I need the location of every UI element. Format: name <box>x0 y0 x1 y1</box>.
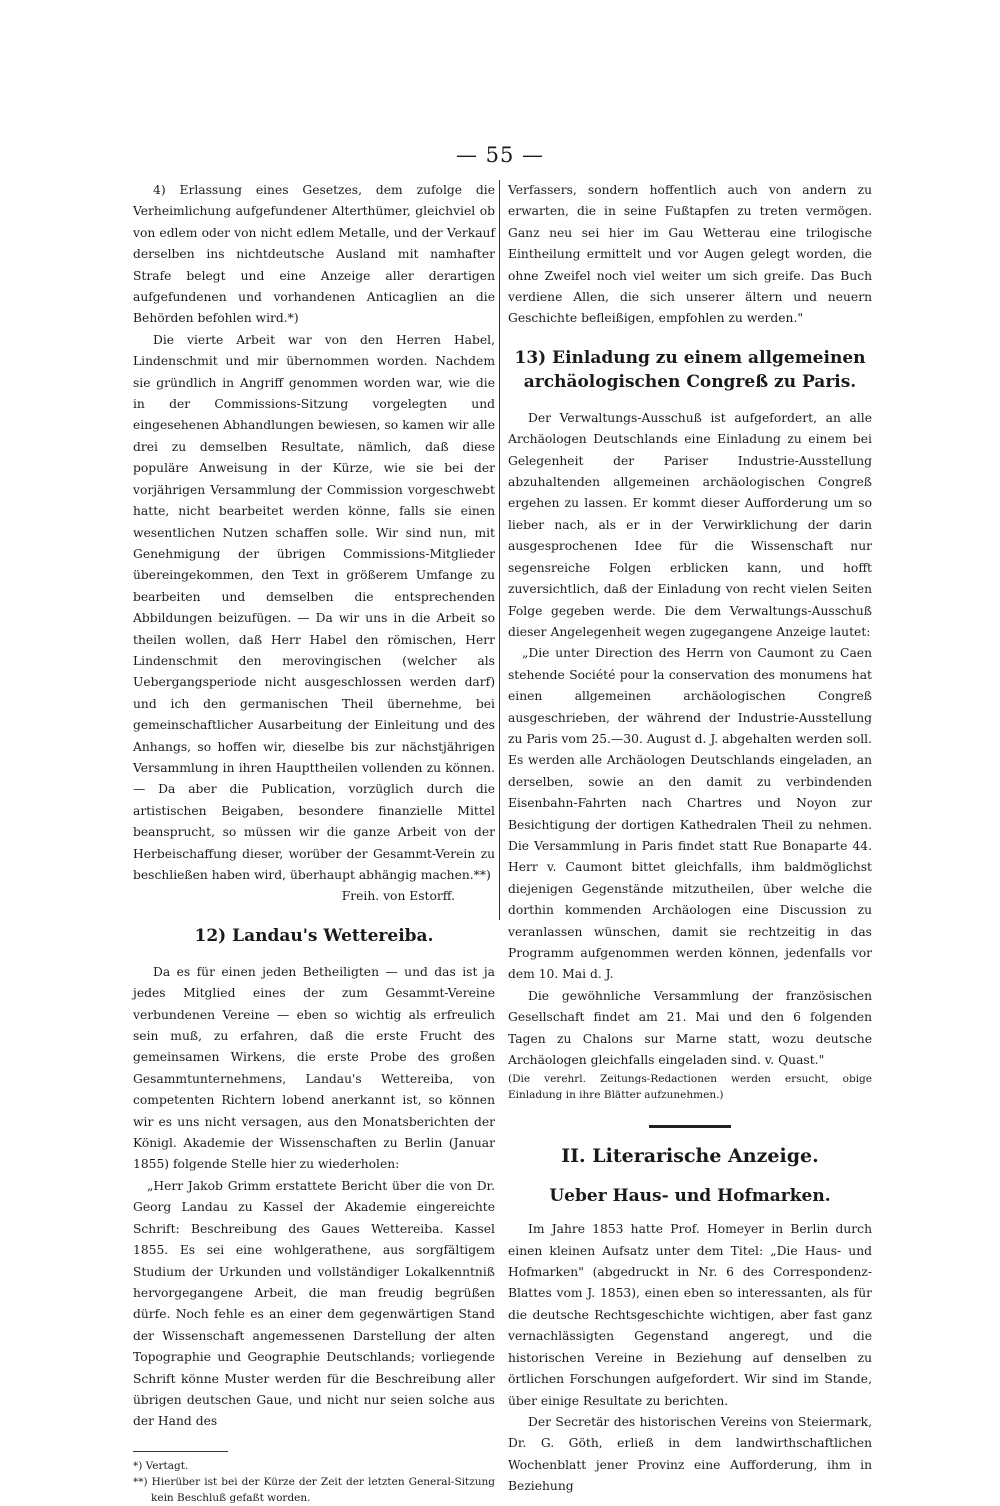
homeyer-paragraph: Im Jahre 1853 hatte Prof. Homeyer in Berlin durch einen kleinen Aufsatz unter dem Titel: „Die Haus- und Hofmarken" (abgedruckt in Nr. 6 des Correspondenz-Blattes vom J. 1853), einen eben so interessanten, als für die deutsche Rechtsgeschichte wichtigen, aber fast ganz vernachlässigten Gegenstand angeregt, und die historischen Vereine in Beziehung auf denselben zu örtlichen Forschungen aufgefordert. Wir sind im Stande, über einige Resultate zu berichten. <box>508 1222 872 1408</box>
grimm-quote-paragraph: „Herr Jakob Grimm erstattete Bericht über die von Dr. Georg Landau zu Kassel der Akademie eingereichte Schrift: Beschreibung des Gaues Wettereiba. Kassel 1855. Es sei eine wohlgerathene, aus sorgfältigem Studium der Urkunden und vollständiger Lokalkenntniß hervorgegangene Arbeit, die man freudig begrüßen dürfe. Noch fehle es an einer dem gegenwärtigen Stand der Wissenschaft angemessenen Darstellung der alten Topographie und Geographie Deutschlands; vorliegende Schrift könne Muster werden für die Beschreibung aller übrigen deutschen Gaue, und nicht nur seien solche aus der Hand des <box>133 1178 495 1429</box>
right-column <box>508 180 872 1498</box>
section-13-heading <box>508 346 872 394</box>
section-12-number: 12) <box>194 925 227 946</box>
invitation-paragraph: Der Verwaltungs-Ausschuß ist aufgefordert, an alle Archäologen Deutschlands eine Einladung zu einem bei Gelegenheit der Pariser Industrie-Ausstellung abzuhaltenden allgemeinen archäologischen Congreß ergehen zu lassen. Er kommt dieser Aufforderung um so lieber nach, als er in der Verwirklichung der darin ausgesprochenen Idee für die Wissenschaft nur segensreiche Folgen erblicken kann, und hofft zuversichtlich, daß der Einladung von recht vielen Seiten Folge gegeben werde. Die dem Verwaltungs-Ausschuß dieser Angelegenheit wegen zugegangene Anzeige lautet: <box>508 410 872 639</box>
footnote-2: **) Hierüber ist bei der Kürze der Zeit der letzten General-Sitzung kein Beschluß gefaßt worden. <box>133 1475 495 1504</box>
goeth-paragraph: Der Secretär des historischen Vereins von Steiermark, Dr. G. Göth, erließ in dem landwirthschaftlichen Wochenblatt jener Provinz eine Aufforderung, ihm in Beziehung <box>508 1414 872 1494</box>
section-13-number: 13) <box>514 347 547 368</box>
section-12-heading <box>133 924 495 948</box>
law-paragraph: 4) Erlassung eines Gesetzes, dem zufolge die Verheimlichung aufgefundener Alterthümer, gleichviel ob von edlem oder von nicht edlem Metalle, und der Verkauf derselben ins nichtdeutsche Ausland mit namhafter Strafe belegt und eine Anzeige aller derartigen aufgefundenen und vorhandenen Anticaglien an die Behörden befohlen wird.*) <box>133 183 495 326</box>
caumont-paragraph: „Die unter Direction des Herrn von Caumont zu Caen stehende Société pour la conservation des monumens hat einen allgemeinen archäologischen Congreß ausgeschrieben, der während der Industrie-Ausstellung zu Paris vom 25.—30. August d. J. abgehalten werden soll. Es werden alle Archäologen Deutschlands eingeladen, an derselben, sowie an den damit zu verbindenden Eisenbahn-Fahrten nach Chartres und Noyon zur Besichtigung der dortigen Kathedralen Theil zu nehmen. Die Versammlung in Paris findet statt Rue Bonaparte 44. Herr v. Caumont bittet gleichfalls, ihm baldmöglichst diejenigen Gegenstände mitzutheilen, über welche die dorthin kommenden Archäologen eine Discussion zu veranlassen wünschen, damit sie rechtzeitig in das Programm aufgenommen werden können, jedenfalls vor dem 10. Mai d. J. <box>508 646 872 982</box>
section-12-title: Landau's Wettereiba. <box>232 925 434 946</box>
section-13-title: Einladung zu einem allgemeinen archäologischen Congreß zu Paris. <box>523 347 866 392</box>
landau-paragraph: Da es für einen jeden Betheiligten — und das ist ja jedes Mitglied eines der zum Gesammt-Vereine verbundenen Vereine — eben so wichtig als erfreulich sein muß, zu erfahren, daß die erste Frucht des gemeinsamen Wirkens, die erste Probe des großen Gesammtunternehmens, Landau's Wettereiba, von competenten Richtern lobend anerkannt ist, so können wir es uns nicht versagen, aus den Monatsberichten der Königl. Akademie der Wissenschaften zu Berlin (Januar 1855) folgende Stelle hier zu wiederholen: <box>133 964 495 1172</box>
section-divider <box>649 1125 731 1128</box>
literary-notice-heading: II. Literarische Anzeige. <box>561 1145 819 1168</box>
habel-paragraph: Die vierte Arbeit war von den Herren Habel, Lindenschmit und mir übernommen worden. Nachdem sie gründlich in Angriff genommen worden war, wie die in der Commissions-Sitzung vorgelegten und eingesehenen Abhandlungen bewiesen, so kamen wir alle drei zu demselben Resultate, nämlich, daß diese populäre Anweisung in der Kürze, wie sie bei der vorjährigen Versammlung der Commission vorgeschwebt hatte, nicht bearbeitet werden könne, falls sie einen wesentlichen Nutzen schaffen solle. Wir sind nun, mit Genehmigung der übrigen Commissions-Mitglieder übereingekommen, den Text in größerem Umfange zu bearbeiten und demselben die entsprechenden Abbildungen beizufügen. — Da wir uns in die Arbeit so theilen wollen, daß Herr Habel den römischen, Herr Lindenschmit den merovingischen (welcher als Uebergangsperiode nicht ausgeschlossen werden darf) und ich den germanischen Theil übernehme, bei gemeinschaftlicher Ausarbeitung der Einleitung und des Anhangs, so hoffen wir, dieselbe bis zur nächstjährigen Versammlung in ihren Haupttheilen vollenden zu können. — Da aber die Publication, vorzüglich durch die artistischen Beigaben, besondere finanzielle Mittel beansprucht, so müssen wir die ganze Arbeit von der Herbeischaffung dieser, worüber der Gesammt-Verein zu beschließen haben wird, überhaupt abhängig machen.**) <box>133 332 495 882</box>
footnote-divider <box>133 1451 228 1452</box>
estorff-signature: Freih. von Estorff. <box>341 889 455 904</box>
page-number: — 55 — <box>455 143 545 167</box>
footnote-1: *) Vertagt. <box>133 1459 189 1472</box>
french-society-paragraph: Die gewöhnliche Versammlung der französischen Gesellschaft findet am 21. Mai und den 6 folgenden Tagen zu Chalons sur Marne statt, wozu deutsche Archäologen gleichfalls eingeladen sind. v. Quast." <box>508 988 872 1068</box>
column-divider <box>499 180 500 920</box>
grimm-continued-paragraph: Verfassers, sondern hoffentlich auch von andern zu erwarten, die in seine Fußtapfen zu treten vermögen. Ganz neu sei hier im Gau Wetterau eine trilogische Eintheilung ermittelt und vor Augen gelegt worden, die ohne Zweifel noch viel weiter um sich greife. Das Buch verdiene Allen, die sich unserer ältern und neuern Geschichte befleißigen, empfohlen zu werden." <box>508 183 872 326</box>
redaction-note: (Die verehrl. Zeitungs-Redactionen werden ersucht, obige Einladung in ihre Blätter aufzunehmen.) <box>508 1073 872 1102</box>
left-column <box>133 180 495 1506</box>
hofmarken-heading: Ueber Haus- und Hofmarken. <box>549 1185 831 1206</box>
